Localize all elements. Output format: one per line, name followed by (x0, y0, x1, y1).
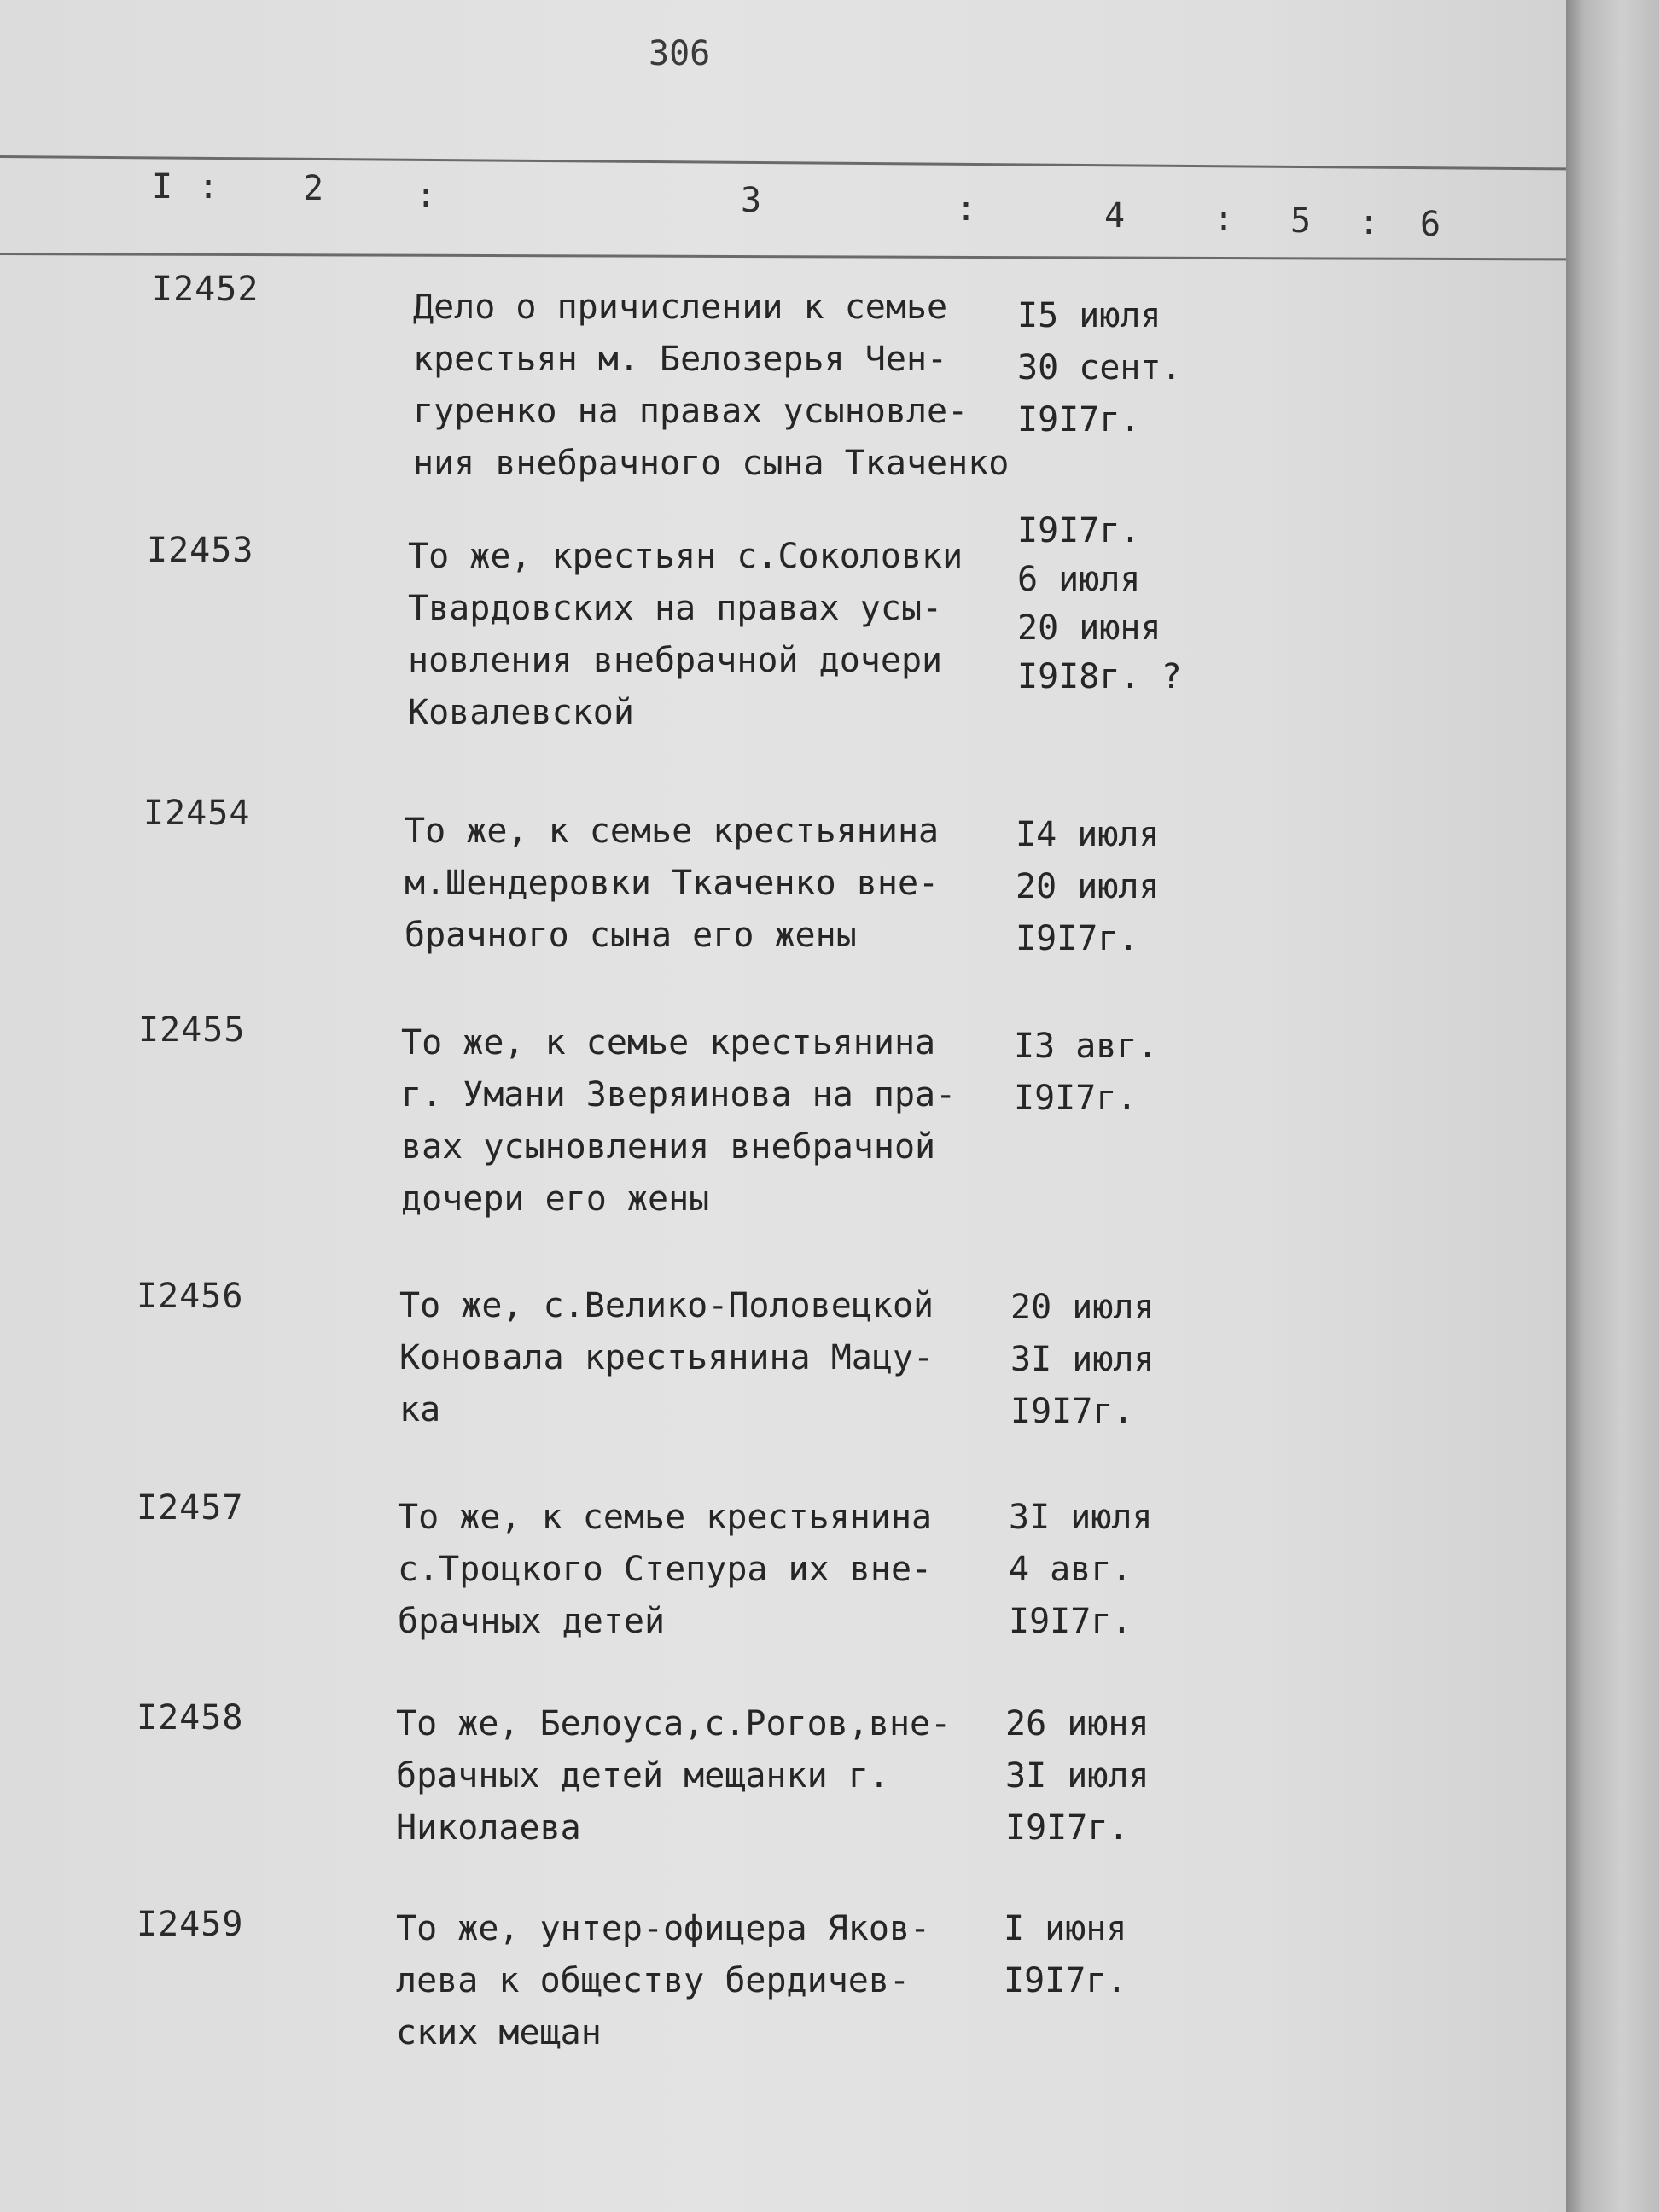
date-line: I9I7г. (1017, 400, 1141, 439)
header-bottom-rule (0, 253, 1566, 260)
description-line: Ковалевской (408, 693, 634, 732)
date-line: I5 июля (1017, 296, 1161, 335)
description-line: Твардовских на правах усы- (408, 589, 943, 628)
date-line: 20 июля (1010, 1288, 1155, 1327)
entry-dates (1017, 290, 1182, 446)
date-line: I9I7г. (1014, 1079, 1138, 1118)
page-edge-shadow (1566, 0, 1659, 2212)
description-line: с.Троцкого Степура их вне- (398, 1550, 933, 1589)
date-line: I9I7г. (1005, 1808, 1129, 1848)
date-line: 3I июля (1009, 1498, 1153, 1537)
description-line: То же, с.Велико-Половецкой (399, 1286, 934, 1325)
date-line: I июня (1004, 1909, 1127, 1948)
description-line: То же, крестьян с.Соколовки (408, 537, 963, 576)
date-line: I9I7г. (1004, 1961, 1127, 2000)
column-header-5: 5 (1290, 201, 1312, 241)
entry-number: I2457 (137, 1488, 244, 1528)
entry-number: I2454 (143, 794, 251, 833)
column-header-separator: : (956, 189, 977, 229)
date-line: 3I июля (1010, 1340, 1155, 1379)
description-line: То же, к семье крестьянина (398, 1498, 933, 1537)
description-line: То же, унтер-офицера Яков- (396, 1909, 931, 1948)
entry-description (408, 531, 963, 739)
date-line: I3 авг. (1014, 1027, 1158, 1066)
date-line: 6 июля (1017, 560, 1141, 599)
entry-description (398, 1492, 932, 1648)
entry-number: I2458 (137, 1698, 244, 1738)
entry-description (405, 806, 939, 962)
column-header-separator: : (1214, 200, 1235, 239)
description-line: лева к обществу бердичев- (396, 1961, 911, 2000)
entry-dates (1004, 1903, 1127, 2007)
description-line: гуренко на правах усыновле- (413, 392, 969, 431)
entry-number: I2456 (137, 1277, 244, 1316)
entry-dates (1016, 809, 1160, 965)
description-line: ния внебрачного сына Ткаченко (413, 444, 1010, 483)
entry-description (396, 1903, 930, 2059)
column-header-separator: : (416, 176, 437, 215)
description-line: м.Шендеровки Ткаченко вне- (405, 864, 940, 903)
description-line: крестьян м. Белозерья Чен- (413, 340, 948, 379)
description-line: Дело о причислении к семье (413, 288, 948, 327)
entry-dates (1017, 507, 1182, 701)
column-header-2: 2 (303, 169, 324, 208)
date-line: 26 июня (1005, 1704, 1150, 1743)
description-line: ка (399, 1390, 441, 1429)
description-line: То же, к семье крестьянина (401, 1023, 936, 1062)
date-line: I9I7г. (1009, 1602, 1132, 1641)
entry-number: I2459 (137, 1905, 244, 1944)
entry-description (399, 1280, 934, 1436)
description-line: То же, Белоуса,с.Рогов,вне- (396, 1704, 952, 1743)
column-header-6: 6 (1420, 205, 1441, 244)
description-line: новления внебрачной дочери (408, 641, 943, 680)
date-line: 20 июня (1017, 608, 1161, 648)
description-line: вах усыновления внебрачной (401, 1127, 936, 1167)
date-line: I9I8г. ? (1017, 657, 1182, 696)
date-line: 30 сент. (1017, 348, 1182, 387)
description-line: ских мещан (396, 2013, 602, 2052)
description-line: дочери его жены (401, 1179, 710, 1219)
entry-description (401, 1017, 956, 1225)
page-number: 306 (649, 34, 711, 73)
description-line: брачного сына его жены (405, 916, 857, 955)
description-line: Николаева (396, 1808, 581, 1848)
description-line: брачных детей (398, 1602, 666, 1641)
date-line: I4 июля (1016, 815, 1160, 854)
entry-description (413, 282, 1009, 490)
description-line: То же, к семье крестьянина (405, 812, 940, 851)
column-header-separator: : (1359, 203, 1380, 242)
date-line: 4 авг. (1009, 1550, 1132, 1589)
entry-dates (1014, 1021, 1158, 1125)
column-header-4: 4 (1104, 196, 1126, 236)
date-line: I9I7г. (1017, 511, 1141, 550)
description-line: Коновала крестьянина Мацу- (399, 1338, 934, 1377)
entry-dates (1009, 1492, 1153, 1648)
date-line: I9I7г. (1016, 919, 1139, 958)
date-line: I9I7г. (1010, 1392, 1134, 1431)
entry-number: I2453 (147, 531, 254, 570)
date-line: 3I июля (1005, 1756, 1150, 1796)
column-header-separator: : (198, 167, 219, 207)
date-line: 20 июля (1016, 867, 1160, 906)
entry-dates (1010, 1282, 1155, 1438)
description-line: брачных детей мещанки г. (396, 1756, 889, 1796)
entry-number: I2452 (152, 270, 259, 309)
header-top-rule (0, 155, 1566, 170)
entry-dates (1005, 1698, 1150, 1854)
entry-description (396, 1698, 951, 1854)
column-header-1: I (152, 167, 173, 207)
column-header-3: 3 (741, 181, 762, 220)
entry-number: I2455 (138, 1010, 246, 1050)
description-line: г. Умани Зверяинова на пра- (401, 1075, 957, 1115)
